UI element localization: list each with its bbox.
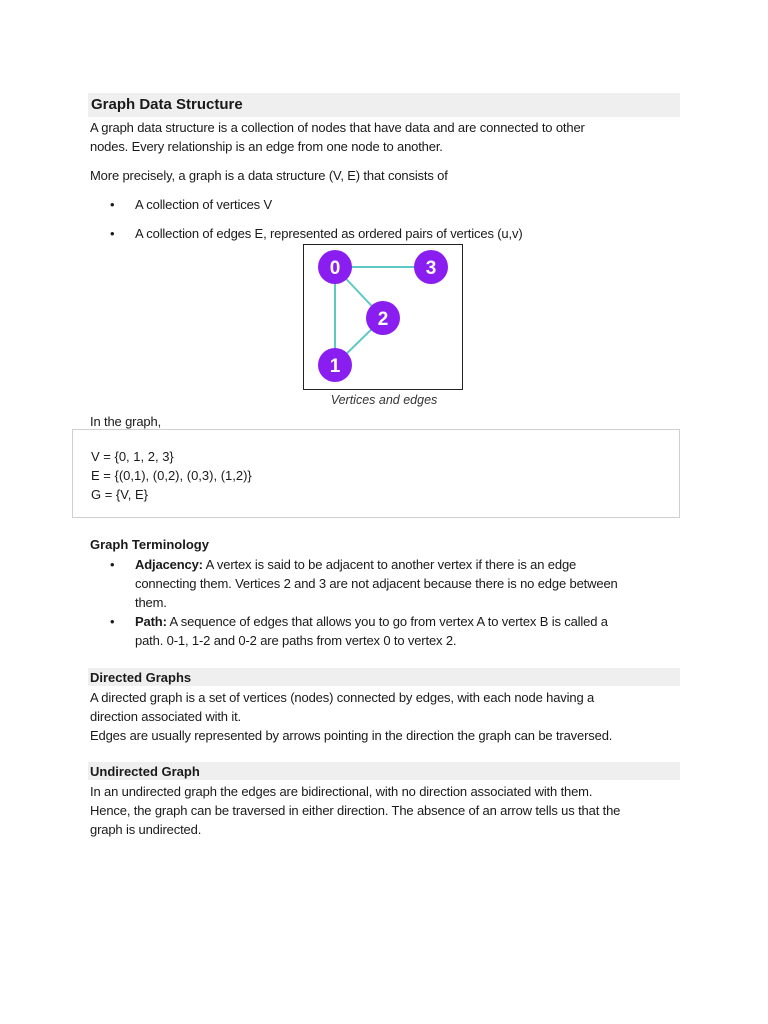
edge-set: E = {(0,1), (0,2), (0,3), (1,2)} [91, 468, 252, 483]
term-text: path. 0-1, 1-2 and 0-2 are paths from vertex 0 to vertex 2. [135, 633, 457, 648]
undirected-line-3: graph is undirected. [90, 822, 202, 837]
term-text: A sequence of edges that allows you to go from vertex A to vertex B is called a [166, 614, 608, 629]
graph-node-2 [366, 301, 400, 335]
graph-node-label: 0 [329, 258, 341, 279]
intro-line-2: nodes. Every relationship is an edge from one node to another. [90, 139, 443, 154]
term-text: them. [135, 595, 167, 610]
set-definitions-box [72, 429, 680, 518]
directed-heading: Directed Graphs [90, 670, 192, 685]
graph-node-label: 3 [425, 258, 437, 279]
bullet-glyph: • [110, 557, 115, 572]
graph-node-label: 1 [329, 356, 341, 377]
term-label: Adjacency: [135, 557, 203, 572]
graph-node-1 [318, 348, 352, 382]
intro-paragraph [90, 118, 680, 156]
definition-list [90, 195, 660, 243]
graph-diagram [304, 245, 462, 389]
list-item [90, 195, 660, 214]
bullet-text: A collection of edges E, represented as ordered pairs of vertices (u,v) [135, 226, 523, 241]
term-label: Path: [135, 614, 167, 629]
more-precisely-text: More precisely, a graph is a data structure (V, E) that consists of [90, 168, 448, 183]
vertex-set: V = {0, 1, 2, 3} [91, 449, 174, 464]
graph-node-label: 2 [377, 309, 389, 330]
bullet-glyph: • [110, 226, 115, 241]
directed-line-1: A directed graph is a set of vertices (nodes) connected by edges, with each node having a [90, 690, 595, 705]
bullet-text: A collection of vertices V [135, 197, 272, 212]
graph-node-0 [318, 250, 352, 284]
undirected-line-1: In an undirected graph the edges are bidirectional, with no direction associated with them. [90, 784, 593, 799]
list-item [90, 612, 660, 650]
bullet-glyph: • [110, 197, 115, 212]
graph-set: G = {V, E} [91, 487, 148, 502]
page-title: Graph Data Structure [91, 96, 243, 113]
list-item [90, 555, 660, 612]
term-text: A vertex is said to be adjacent to another vertex if there is an edge [202, 557, 577, 572]
list-item [90, 224, 660, 243]
in-graph-text: In the graph, [90, 414, 162, 429]
term-text: connecting them. Vertices 2 and 3 are not adjacent because there is no edge between [135, 576, 618, 591]
directed-line-3: Edges are usually represented by arrows pointing in the direction the graph can be traversed. [90, 728, 613, 743]
directed-paragraph [90, 688, 680, 745]
graph-node-3 [414, 250, 448, 284]
bullet-glyph: • [110, 614, 115, 629]
directed-line-2: direction associated with it. [90, 709, 242, 724]
figure-caption: Vertices and edges [330, 393, 438, 407]
undirected-paragraph [90, 782, 680, 839]
undirected-line-2: Hence, the graph can be traversed in either direction. The absence of an arrow tells us that the [90, 803, 621, 818]
graph-figure [303, 244, 463, 390]
terminology-heading: Graph Terminology [90, 537, 209, 552]
undirected-heading: Undirected Graph [90, 764, 200, 779]
terminology-list [90, 555, 660, 650]
intro-line-1: A graph data structure is a collection of nodes that have data and are connected to other [90, 120, 585, 135]
